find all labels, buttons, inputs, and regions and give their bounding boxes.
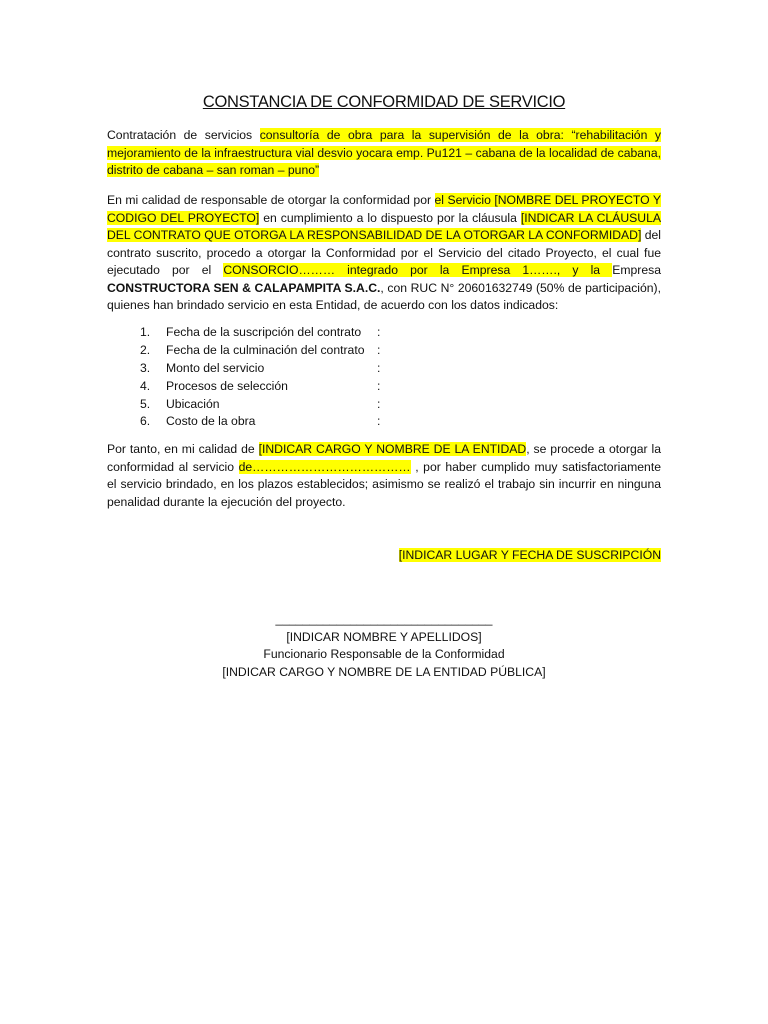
p3-highlight-entity: [INDICAR CARGO Y NOMBRE DE LA ENTIDAD (258, 442, 527, 456)
p3-highlight-service: de………………………………… (238, 459, 411, 474)
contract-description-paragraph (107, 127, 661, 180)
p1-text: Contratación de servicios (107, 128, 260, 142)
list-item-separator: : (377, 378, 381, 393)
list-item (107, 342, 407, 360)
list-item-label: Procesos de selección (166, 378, 288, 393)
list-item-number: 6. (140, 414, 151, 429)
signature-line: ________________________________ (275, 612, 493, 626)
list-item-number: 3. (140, 360, 151, 375)
place-date-placeholder: [INDICAR LUGAR Y FECHA DE SUSCRIPCIÓN (398, 548, 661, 562)
p2-highlight-service: el Servicio [NOMBRE DEL PROYECTO Y CODIGO DEL PROYECTO] (107, 193, 662, 225)
p2-text-c: en cumplimiento a lo dispuesto por la cláusula (259, 210, 521, 225)
list-item-separator: : (377, 360, 381, 375)
document-title: CONSTANCIA DE CONFORMIDAD DE SERVICIO (202, 93, 566, 111)
list-item-label: Monto del servicio (166, 360, 265, 375)
list-item-number: 1. (140, 325, 151, 339)
list-item-label: Fecha de la suscripción del contrato (166, 325, 362, 339)
data-list (107, 324, 407, 431)
p2-text-e: del contrato suscrito, procedo a otorgar la Conformidad por el Servicio del citado Proyecto, el cual fue ejecutado por el (107, 228, 661, 277)
signer-entity: [INDICAR CARGO Y NOMBRE DE LA ENTIDAD PÚBLICA] (222, 664, 546, 679)
signature-block (107, 611, 661, 681)
list-item-separator: : (377, 414, 381, 429)
company-name: CONSTRUCTORA SEN & CALAPAMPITA S.A.C. (107, 280, 381, 295)
list-item-separator: : (377, 325, 381, 339)
list-item-number: 5. (140, 396, 151, 411)
list-item-label: Fecha de la culminación del contrato (166, 342, 365, 357)
list-item (107, 360, 407, 378)
list-item-separator: : (377, 342, 381, 357)
list-item (107, 413, 407, 431)
list-item (107, 324, 407, 342)
p2-text-a: En mi calidad de responsable de otorgar la conformidad por (107, 193, 435, 207)
p2-highlight-clause: [INDICAR LA CLÁUSULA DEL CONTRATO QUE OTORGA LA RESPONSABILIDAD DE LA OTORGAR LA CONFORMIDAD] (107, 210, 661, 242)
p2-text-i: , con RUC N° 20601632749 (50% de participación), quienes han brindado servicio en esta Entidad, de acuerdo con los datos indicados: (107, 280, 661, 312)
p2-text-g: Empresa (612, 263, 661, 277)
list-item-number: 4. (140, 378, 151, 393)
p3-text-a: Por tanto, en mi calidad de (107, 442, 259, 456)
signer-role: Funcionario Responsable de la Conformidad (263, 647, 505, 661)
list-item (107, 396, 407, 414)
p3-text-e: , por haber cumplido muy satisfactoriamente el servicio brindado, en los plazos establecidos; asimismo se realizó el trabajo sin incurrir en ninguna penalidad durante la ejecución del proyecto. (107, 459, 661, 509)
signer-name: [INDICAR NOMBRE Y APELLIDOS] (286, 629, 482, 644)
list-item-number: 2. (140, 342, 151, 357)
conformity-paragraph (107, 192, 661, 315)
p1-highlight: consultoría de obra para la supervisión de la obra: “rehabilitación y mejoramiento de la infraestructura vial desvio yocara emp. Pu121 – cabana de la localidad de cabana, distrito de cabana – san roman – puno” (107, 128, 661, 177)
p3-text-c: , se procede a otorgar la conformidad al servicio (107, 442, 661, 474)
list-item (107, 378, 407, 396)
closing-paragraph (107, 441, 661, 511)
list-item-label: Ubicación (166, 396, 220, 411)
p2-highlight-consortium: CONSORCIO……… integrado por la Empresa 1……., y la (223, 263, 613, 277)
list-item-label: Costo de la obra (166, 414, 256, 429)
list-item-separator: : (377, 396, 381, 411)
